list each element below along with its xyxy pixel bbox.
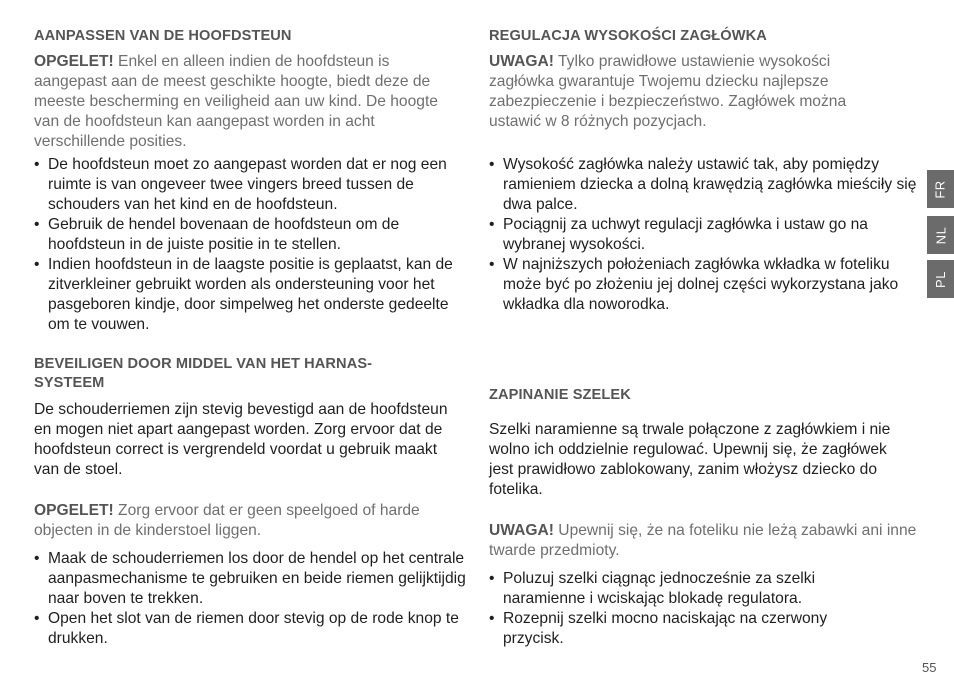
language-tab-nl xyxy=(927,216,954,254)
list-item: • Poluzuj szelki ciągnąc jednocześnie za szelki naramienne i wciskając blokadę regulatora. xyxy=(489,569,869,609)
warning-label: UWAGA! xyxy=(489,522,554,539)
headrest-steps-nl xyxy=(34,155,466,335)
headrest-heading-pl: REGULACJA WYSOKOŚCI ZAGŁÓWKA xyxy=(489,28,767,44)
headrest-warning-nl xyxy=(34,52,466,152)
language-tab-label: FR xyxy=(933,179,948,199)
list-item: • Indien hoofdsteun in de laagste positie is geplaatst, kan de zitverkleiner gebruikt worden als ondersteuning voor het pasgeboren kindje, door simpelweg het onderste gedeelte om te vouwen. xyxy=(34,255,466,335)
harness-heading-pl: ZAPINANIE SZELEK xyxy=(489,387,631,403)
headrest-steps-pl xyxy=(489,155,924,315)
list-item: • Rozepnij szelki mocno naciskając na czerwony przycisk. xyxy=(489,609,869,649)
language-tab-fr xyxy=(927,170,954,208)
language-tab-label: PL xyxy=(933,270,948,288)
harness-body-nl: De schouderriemen zijn stevig bevestigd aan de hoofdsteun en mogen niet apart aangepast worden. Zorg ervoor dat de hoofdsteun correct is vergrendeld voordat u gebruik maakt van de stoel. xyxy=(34,401,448,478)
warning-label: OPGELET! xyxy=(34,53,114,70)
harness-warning-pl xyxy=(489,521,924,561)
language-tab-pl xyxy=(927,260,954,298)
harness-warning-nl xyxy=(34,501,466,541)
harness-steps-nl xyxy=(34,549,466,649)
list-item: • Maak de schouderriemen los door de hendel op het centrale aanpasmechanisme te gebruiken en beide riemen gelijktijdig naar boven te trekken. xyxy=(34,549,466,609)
harness-heading-nl: BEVEILIGEN DOOR MIDDEL VAN HET HARNAS-SYSTEEM xyxy=(34,356,373,391)
list-item: • Gebruik de hendel bovenaan de hoofdsteun om de hoofdsteun in de juiste positie in te stellen. xyxy=(34,215,466,255)
list-item: • Pociągnij za uchwyt regulacji zagłówka i ustaw go na wybranej wysokości. xyxy=(489,215,924,255)
list-item: • De hoofdsteun moet zo aangepast worden dat er nog een ruimte is van ongeveer twee vingers breed tussen de schouders van het kind en de hoofdsteun. xyxy=(34,155,466,215)
list-item: • W najniższych położeniach zagłówka wkładka w foteliku może być po złożeniu jej dolnej części wykorzystana jako wkładka dla noworodka. xyxy=(489,255,924,315)
warning-label: UWAGA! xyxy=(489,53,554,70)
harness-body-pl: Szelki naramienne są trwale połączone z zagłówkiem i nie wolno ich oddzielnie regulować. Upewnij się, że zagłówek jest prawidłowo zablokowany, zanim włożysz dziecko do fotelika. xyxy=(489,421,891,498)
warning-text: Upewnij się, że na foteliku nie leżą zabawki ani inne twarde przedmioty. xyxy=(489,522,917,559)
warning-text: Tylko prawidłowe ustawienie wysokości zagłówka gwarantuje Twojemu dziecku najlepsze zabezpieczenie i bezpieczeństwo. Zagłówek można ustawić w 8 różnych pozycjach. xyxy=(489,53,847,130)
headrest-heading-nl: AANPASSEN VAN DE HOOFDSTEUN xyxy=(34,28,292,44)
warning-text: Zorg ervoor dat er geen speelgoed of harde objecten in de kinderstoel liggen. xyxy=(34,502,420,539)
list-item: • Open het slot van de riemen door stevig op de rode knop te drukken. xyxy=(34,609,466,649)
warning-text: Enkel en alleen indien de hoofdsteun is aangepast aan de meest geschikte hoogte, biedt deze de meeste bescherming en veiligheid aan uw kind. De hoogte van de hoofdsteun kan aangepast worden in acht verschillende posities. xyxy=(34,53,438,150)
harness-steps-pl xyxy=(489,569,869,649)
page-number: 55 xyxy=(922,660,937,675)
language-tab-label: NL xyxy=(933,226,948,244)
warning-label: OPGELET! xyxy=(34,502,114,519)
headrest-warning-pl xyxy=(489,52,889,132)
list-item: • Wysokość zagłówka należy ustawić tak, aby pomiędzy ramieniem dziecka a dolną krawędzią zagłówka mieściły się dwa palce. xyxy=(489,155,924,215)
